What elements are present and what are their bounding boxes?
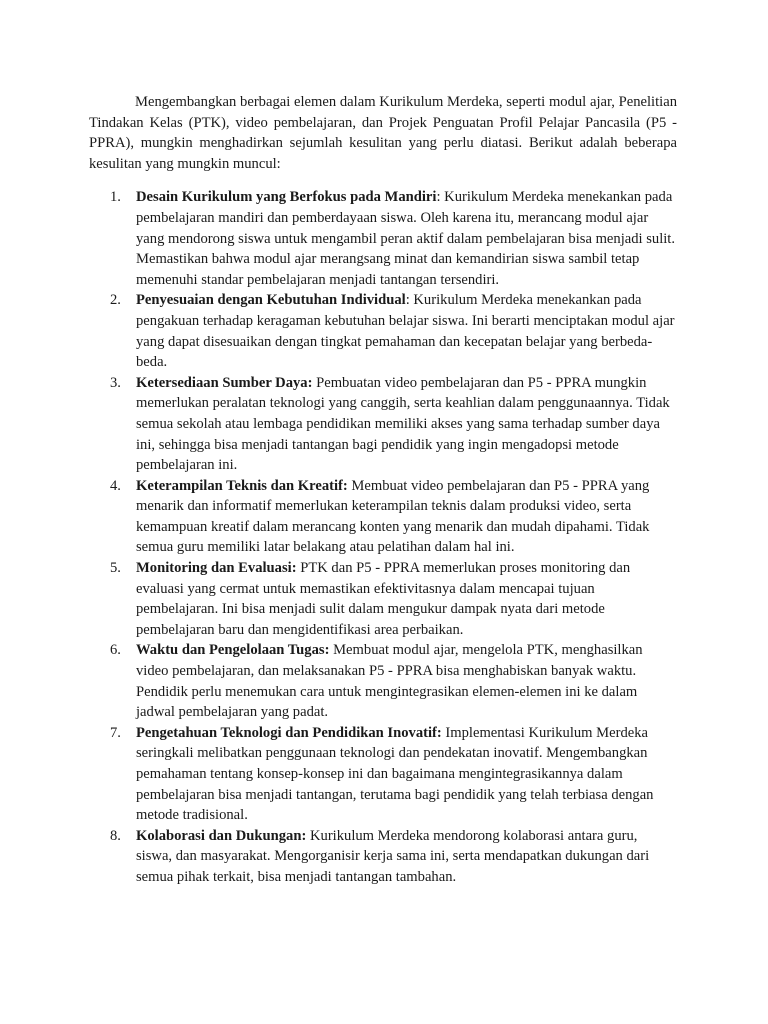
list-item-number: 5. bbox=[110, 560, 121, 577]
list-item-heading: Penyesuaian dengan Kebutuhan Individual bbox=[136, 292, 406, 309]
list-item-number: 7. bbox=[110, 724, 121, 741]
list-item-heading: Monitoring dan Evaluasi: bbox=[136, 560, 297, 577]
list-item-text: PTK dan P5 - PPRA memerlukan proses monitoring dan evaluasi yang cermat untuk memastikan efektivitasnya dalam mencapai tujuan pembelajaran. Ini bisa menjadi sulit dalam mengukur dampak nyata dari metode pembelajaran baru dan mengidentifikasi area perbaikan. bbox=[136, 560, 631, 638]
list-item-heading: Keterampilan Teknis dan Kreatif: bbox=[136, 477, 348, 494]
list-item-number: 3. bbox=[110, 374, 121, 391]
list-item bbox=[89, 558, 677, 640]
list-item-heading: Pengetahuan Teknologi dan Pendidikan Inovatif: bbox=[136, 724, 442, 741]
document-page bbox=[89, 92, 677, 888]
list-item-heading: Ketersediaan Sumber Daya: bbox=[136, 374, 313, 391]
difficulties-list bbox=[89, 187, 677, 887]
list-item-text: Pembuatan video pembelajaran dan P5 - PPRA mungkin memerlukan peralatan teknologi yang canggih, serta keahlian dalam penggunaannya. Tidak semua sekolah atau lembaga pendidikan memiliki akses yang sama terhadap sumber daya ini, sehingga bisa menjadi tantangan bagi pendidik yang ingin mengadopsi metode pembelajaran ini. bbox=[136, 374, 670, 474]
list-item bbox=[89, 640, 677, 722]
list-item-number: 6. bbox=[110, 642, 121, 659]
list-item-text: Membuat modul ajar, mengelola PTK, menghasilkan video pembelajaran, dan melaksanakan P5 - PPRA bisa menghabiskan banyak waktu. Pendidik perlu menemukan cara untuk mengintegrasikan elemen-elemen ini ke dalam jadwal pembelajaran yang padat. bbox=[136, 642, 643, 721]
list-item bbox=[89, 290, 677, 372]
list-item bbox=[89, 476, 677, 558]
list-item-text: : Kurikulum Merdeka menekankan pada pembelajaran mandiri dan pemberdayaan siswa. Oleh karena itu, merancang modul ajar yang mendorong siswa untuk mengambil peran aktif dalam pembelajaran bisa menjadi sulit. Memastikan bahwa modul ajar merangsang minat dan kemandirian siswa sambil tetap memenuhi standar pembelajaran menjadi tantangan tersendiri. bbox=[136, 189, 676, 288]
intro-paragraph: Mengembangkan berbagai elemen dalam Kurikulum Merdeka, seperti modul ajar, Penelitian Tindakan Kelas (PTK), video pembelajaran, dan Projek Penguatan Profil Pelajar Pancasila (P5 - PPRA), mungkin menghadirkan sejumlah kesulitan yang perlu diatasi. Berikut adalah beberapa kesulitan yang mungkin muncul: bbox=[89, 94, 677, 172]
list-item bbox=[89, 373, 677, 476]
list-item-heading: Kolaborasi dan Dukungan: bbox=[136, 827, 307, 844]
list-item-heading: Waktu dan Pengelolaan Tugas: bbox=[136, 642, 330, 659]
list-item bbox=[89, 826, 677, 888]
list-item-text: Membuat video pembelajaran dan P5 - PPRA yang menarik dan informatif memerlukan keterampilan teknis dalam produksi video, serta kemampuan kreatif dalam merancang konten yang menarik dan mudah dipahami. Tidak semua guru memiliki latar belakang atau pelatihan dalam hal ini. bbox=[136, 477, 650, 556]
list-item-number: 8. bbox=[110, 827, 121, 844]
list-item-text: Kurikulum Merdeka mendorong kolaborasi antara guru, siswa, dan masyarakat. Mengorganisir kerja sama ini, serta mendapatkan dukungan dari semua pihak terkait, bisa menjadi tantangan tambahan. bbox=[136, 827, 650, 885]
list-item-text: : Kurikulum Merdeka menekankan pada pengakuan terhadap keragaman kebutuhan belajar siswa. Ini berarti menciptakan modul ajar yang dapat disesuaikan dengan tingkat pemahaman dan kecepatan belajar yang berbeda-beda. bbox=[136, 292, 675, 371]
list-item-number: 2. bbox=[110, 292, 121, 309]
list-item-number: 4. bbox=[110, 477, 121, 494]
list-item-text: Implementasi Kurikulum Merdeka seringkali melibatkan penggunaan teknologi dan pendekatan inovatif. Mengembangkan pemahaman tentang konsep-konsep ini dan bagaimana mengintegrasikannya dalam pembelajaran bisa menjadi tantangan, terutama bagi pendidik yang telah terbiasa dengan metode tradisional. bbox=[136, 724, 654, 824]
list-item-heading: Desain Kurikulum yang Berfokus pada Mandiri bbox=[136, 189, 437, 206]
list-item bbox=[89, 723, 677, 826]
list-item-number: 1. bbox=[110, 189, 121, 206]
list-item bbox=[89, 187, 677, 290]
